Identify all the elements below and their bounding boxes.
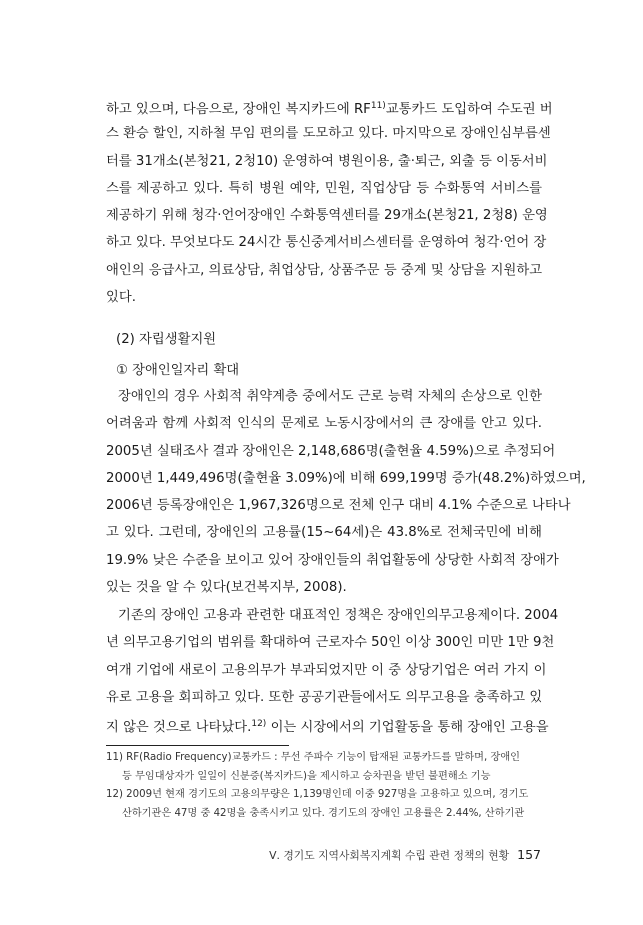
subsection-heading-jobs bbox=[106, 358, 542, 384]
text-line: 하고 있으며, 다음으로, 장애인 복지카드에 RF$^{11)}$교통카드 도입하여 수도권 버 bbox=[106, 101, 553, 117]
chapter-title: Ⅴ. 경기도 지역사회복지계획 수립 관련 정책의 현황 bbox=[269, 849, 510, 862]
text-line: 지 않은 것으로 나타났다.$^{12)}$ 이는 시장에서의 기업활동을 통해 장애인 고용을 bbox=[106, 719, 549, 736]
subsection-heading: ① 장애인일자리 확대 bbox=[116, 363, 240, 378]
text-line: 2005년 실태조사 결과 장애인은 2,148,686명(출현율 4.59%)으로 추정되어 bbox=[106, 443, 556, 459]
section-heading: (2) 자립생활지원 bbox=[116, 332, 217, 347]
text-line: 터를 31개소(본청21, 2청10) 운영하여 병원이용, 출·퇴근, 외출 등 이동서비 bbox=[106, 153, 548, 169]
text-line: 19.9% 낮은 수준을 보이고 있어 장애인들의 취업활동에 상당한 사회적 장애가 bbox=[106, 552, 559, 568]
text-line: 있다. bbox=[106, 290, 136, 306]
text-line: 제공하기 위해 청각·언어장애인 수화통역센터를 29개소(본청21, 2청8) 운영 bbox=[106, 208, 548, 224]
text-line: 유로 고용을 회피하고 있다. 또한 공공기관들에서도 의무고용을 충족하고 있 bbox=[106, 689, 543, 705]
text-line: 고 있다. 그런데, 장애인의 고용률(15~64세)은 43.8%로 전체국민에 비해 bbox=[106, 525, 542, 541]
text-line: 2006년 등록장애인은 1,967,326명으로 전체 인구 대비 4.1% 수준으로 나타나 bbox=[106, 498, 571, 514]
footnote-ref-12[interactable]: 12) bbox=[251, 719, 267, 730]
text-line: 장애인의 경우 사회적 취약계층 중에서도 근로 능력 자체의 손상으로 인한 bbox=[118, 389, 542, 404]
text-line: 있는 것을 알 수 있다(보건복지부, 2008). bbox=[106, 580, 347, 596]
text-line: 2000년 1,449,496명(출현율 3.09%)에 비해 699,199명 증가(48.2%)하였으며, bbox=[106, 470, 586, 486]
text-line: 기존의 장애인 고용과 관련한 대표적인 정책은 장애인의무고용제이다. 2004 bbox=[118, 608, 559, 623]
footnote-11-line: 11) RF(Radio Frequency)교통카드 : 무선 주파수 기능이 탑재된 교통카드를 말하며, 장애인 bbox=[106, 752, 521, 763]
text-line: 하고 있다. 무엇보다도 24시간 통신중계서비스센터를 운영하여 청각·언어 장 bbox=[106, 235, 547, 251]
text-line: 스를 제공하고 있다. 특히 병원 예약, 민원, 직업상담 등 수화통역 서비스를 bbox=[106, 180, 542, 196]
footnote-divider bbox=[106, 745, 289, 746]
footnote-11-line: 등 무임대상자가 일일이 신분증(복지카드)을 제시하고 승차권을 받던 불편해소 기능 bbox=[122, 770, 491, 782]
paragraph-employment bbox=[106, 383, 586, 601]
paragraph-disability-card bbox=[106, 93, 553, 311]
footnote-ref-11[interactable]: 11) bbox=[370, 101, 386, 111]
section-heading-independent-living bbox=[106, 327, 542, 353]
text-line: 애인의 응급사고, 의료상담, 취업상담, 상품주문 등 중계 및 상담을 지원하고 bbox=[106, 262, 543, 278]
paragraph-quota-system bbox=[106, 602, 559, 738]
text-line: 스 환승 할인, 지하철 무임 편의를 도모하고 있다. 마지막으로 장애인심부름센 bbox=[106, 126, 551, 142]
text-line: 년 의무고용기업의 범위를 확대하여 근로자수 50인 이상 300인 미만 1만 9천 bbox=[106, 635, 555, 651]
page-number: 157 bbox=[517, 847, 541, 862]
text-line: 여개 기업에 새로이 고용의무가 부과되었지만 이 중 상당기업은 여러 가지 이 bbox=[106, 662, 547, 678]
page-footer bbox=[0, 847, 541, 863]
text-line: 어려움과 함께 사회적 인식의 문제로 노동시장에서의 큰 장애를 안고 있다. bbox=[106, 416, 542, 432]
footnotes bbox=[106, 749, 546, 823]
footnote-12-line: 산하기관은 47명 중 42명을 충족시키고 있다. 경기도의 장애인 고용률은 2.44%, 산하기관 bbox=[122, 807, 525, 819]
footnote-12-line: 12) 2009년 현재 경기도의 고용의무량은 1,139명인데 이중 927명을 고용하고 있으며, 경기도 bbox=[106, 789, 529, 800]
